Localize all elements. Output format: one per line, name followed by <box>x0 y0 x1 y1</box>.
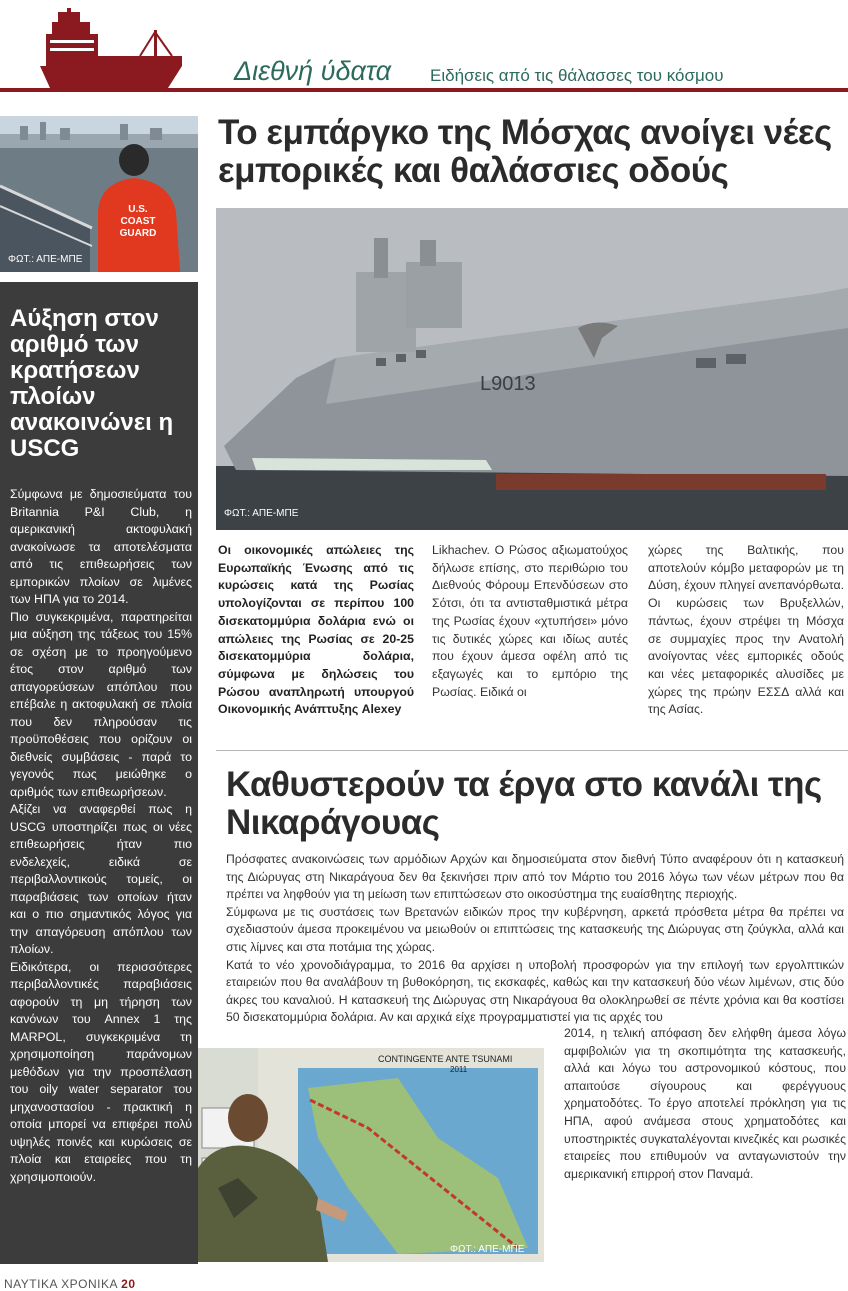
article2-continuation: 2014, η τελική απόφαση δεν ελήφθη άμεσα λόγω αμφιβολιών για τη σκοπιμότητα της κατασκευής, αλλά και λόγω του αστρονομικού κόστους, που απαιτούσε σίγουρους και φερέγγυους χρηματοδότες. Το έργο αποτελεί πρόκληση για τις ΗΠΑ, αφού ανάμεσα στους χρηματοδότες και υποστηρικτές συγκαταλέγονται κινεζικές και ρωσικές εταιρείες που επιθυμούν να ανταγωνιστούν την αμερικανική επιρροή στον Παναμά. <box>564 1026 846 1181</box>
sidebar-paragraph: Πιο συγκεκριμένα, παρατηρείται μια αύξηση της τάξεως του 15% σε σχέση με το προηγούμενο έτος στον αριθμό των απαγορεύσεων απόπλου που επέβαλε η ακτοφυλακή σε πλοία που δεν πληρούσαν τις προϋποθέσεις που ορίζουν οι διεθνείς συμβάσεις - παρά το γεγονός πως μειώθηκε ο αριθμός των επιθεωρήσεων. <box>10 609 192 799</box>
hull-number: L9013 <box>480 373 536 395</box>
article1-title: Το εμπάργκο της Μόσχας ανοίγει νέες εμπορικές και θαλάσσιες οδούς <box>218 113 832 190</box>
article1-lead: Οι οικονομικές απώλειες της Ευρωπαϊκής Ένωσης από τις κυρώσεις κατά της Ρωσίας υπολογίζονται σε περίπου 100 δισεκατομμύρια δολάρια ενώ οι απώλειες της Ρωσίας σε 20-25 δισεκατομμύρια δολάρια, σύμφωνα με δηλώσεις του Ρώσου αναπληρωτή υπουργού Οικονομικής Ανάπτυξης Alexey <box>218 543 414 717</box>
canal-map-photo <box>198 1048 544 1262</box>
sidebar-heading: Αύξηση στον αριθμό των κρατήσεων πλοίων ανακοινώνει η USCG <box>10 305 174 462</box>
publication-name: ΝΑΥΤΙΚΑ ΧΡΟΝΙΚΑ <box>4 1277 118 1291</box>
section-subtitle: Ειδήσεις από τις θάλασσες του κόσμου <box>430 66 724 85</box>
sidebar-paragraph: Αξίζει να αναφερθεί πως η USCG υποστηρίζει πως οι νέες επιθεωρήσεις ήταν πιο ενδελεχείς, ειδικά σε περιβαλλοντικούς τομείς, οι παραβιάσεις των οποίων ήταν και ο πιο σημαντικός λόγος για την απαγόρευση απόπλου των πλοίων. <box>10 802 192 956</box>
section-title: Διεθνή ύδατα <box>234 56 391 86</box>
article1-column-2: Likhachev. Ο Ρώσος αξιωματούχος δήλωσε επίσης, στο περιθώριο του Διεθνούς Φόρουμ Επενδύσεων στο Σότσι, ότι τα αντισταθμιστικά μέτρα της Ρωσίας έχουν «χτυπήσει» μόνο τις δυτικές χώρες και ιδίως αυτές που έχουν άμεσα οφέλη από τις εξαγωγές και το εμπόριο της Ρωσίας. Ειδικά οι <box>432 543 628 699</box>
map-year: 2011 <box>450 1065 468 1074</box>
jacket-text-1: U.S. <box>128 204 148 215</box>
header-rule <box>0 88 848 92</box>
sidebar-paragraph: Σύμφωνα με δημοσιεύματα του Britannia P&I Club, η αμερικανική ακτοφυλακή ανακοίνωσε τα αποτελέσματα από τις επιθεωρήσεις των εμπορικών πλοίων σε λιμένες των ΗΠΑ για το 2014. <box>10 487 192 606</box>
article2-paragraph: Σύμφωνα με τις συστάσεις των Βρετανών ειδικών προς την κυβέρνηση, αρκετά πρόσθετα μέτρα θα πρέπει να σχεδιαστούν άμεσα προκειμένου να μειωθούν οι επιπτώσεις της κατασκευής της Διώρυγας στη ζούγκλα, αλλά και στις λίμνες και στα ποτάμια της χώρας. <box>226 904 844 954</box>
page-number: 20 <box>121 1277 136 1291</box>
photo-credit: ΦΩΤ.: ΑΠΕ-ΜΠΕ <box>450 1244 525 1255</box>
article1-column-3: χώρες της Βαλτικής, που αποτελούν κόμβο μεταφορών με τη Δύση, έχουν πληγεί ανεπανόρθωτα. Οι κυρώσεις των Βρυξελλών, πάντως, έχουν στρέψει τη Μόσχα σε συμμαχίες προς την Ανατολή ανοίγοντας νέες εμπορικές οδούς και νέες μεταφορικές αλυσίδες με χώρες της πρώην ΕΣΣΔ αλλά και της Ασίας. <box>648 543 844 717</box>
canal-map-illustration <box>198 1048 544 1262</box>
jacket-text-2: COAST <box>120 216 156 227</box>
sidebar-paragraph: Ειδικότερα, οι περισσότερες περιβαλλοντικές παραβιάσεις αφορούν τη μη τήρηση των κανόνων του Annex 1 της MARPOL, συγκεκριμένα τη χρησιμοποίηση παράνομων μεθόδων για την προσπέλαση του oily water separator του μηχανοστασίου - πρακτική η οποία μπορεί να επιφέρει πολύ υψηλές ποινές και κυρώσεις σε πλοία και εταιρείες που τη χρησιμοποιούν. <box>10 959 192 1184</box>
map-heading: CONTINGENTE ANTE TSUNAMI <box>378 1054 513 1064</box>
article2-body <box>226 851 844 1027</box>
page-footer <box>4 1277 136 1291</box>
coast-guard-illustration <box>0 116 198 272</box>
article2-paragraph: Πρόσφατες ανακοινώσεις των αρμόδιων Αρχών και δημοσιεύματα στον διεθνή Τύπο αναφέρουν ότι η κατασκευή της Διώρυγας στη Νικαράγουα δεν θα ξεκινήσει πριν από τον Μάρτιο του 2016 λόγω των νέων μέτρων που θα πρέπει να ληφθούν για τη μείωση των επιπτώσεων στο οικοσύστημα της ευαίσθητης περιοχής. <box>226 852 844 902</box>
jacket-text-3: GUARD <box>119 228 157 239</box>
warship-photo <box>216 208 848 530</box>
photo-credit: ΦΩΤ.: ΑΠΕ-ΜΠΕ <box>224 508 299 519</box>
photo-credit: ΦΩΤ.: ΑΠΕ-ΜΠΕ <box>8 254 83 265</box>
article1-columns <box>218 542 846 742</box>
article2-title: Καθυστερούν τα έργα στο κανάλι της Νικαράγουας <box>226 765 822 842</box>
article2-paragraph: Κατά το νέο χρονοδιάγραμμα, το 2016 θα αρχίσει η υποβολή προσφορών για την επιλογή των εργολπτικών εταιρειών που θα αναλάβουν τη βυθοκόρηση, τις εκσκαφές, καθώς και την κατασκευή δύο νέων λιμένων, στις δύο άκρες του καναλιού. Η κατασκευή της Διώρυγας στη Νικαράγουα θα ολοκληρωθεί σε πέντε χρόνια και θα κοστίσει 50 δισεκατομμύρια δολάρια. Αν και αρχικά είχε προγραμματιστεί για τις αρχές του <box>226 957 844 1025</box>
sidebar-body <box>10 486 192 1186</box>
coast-guard-photo <box>0 116 198 272</box>
warship-illustration <box>216 208 848 530</box>
divider <box>216 750 848 751</box>
ship-logo <box>36 8 186 90</box>
